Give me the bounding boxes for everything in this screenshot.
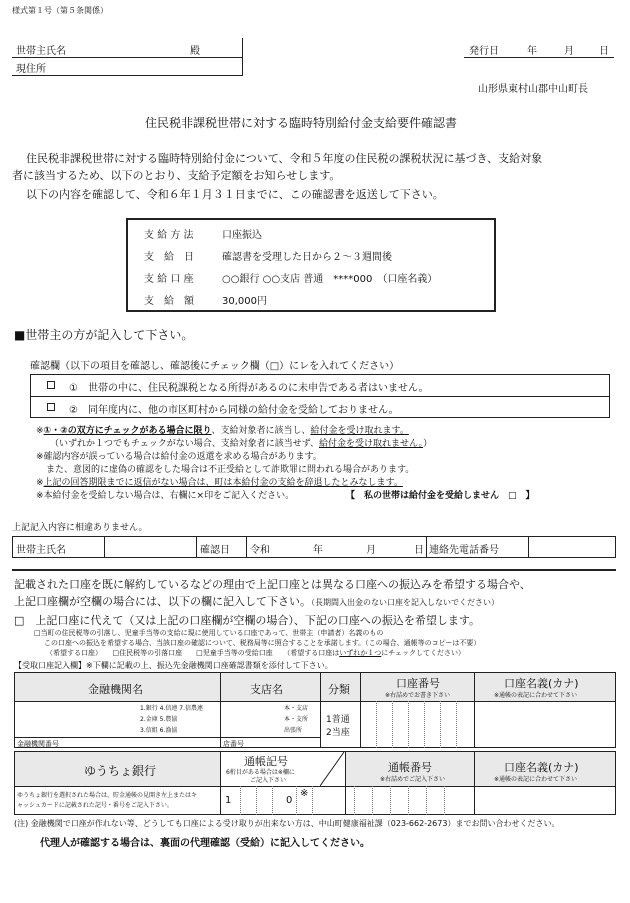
branch-number-label: 店番号 (223, 740, 244, 748)
bank-type-3[interactable]: 3.信組 6.漁協 (140, 727, 178, 734)
yucho-holder-label: 口座名義(カナ) (504, 761, 579, 774)
holder-note: ※通帳の表記に合わせて下さい (494, 692, 578, 699)
payment-amount-label: 支 給 額 (144, 296, 194, 307)
branch-type-1[interactable]: 本・支店 (284, 705, 309, 712)
address-divider (12, 57, 242, 58)
decline-option[interactable]: 【 私の世帯は給付金を受給しません □ 】 (346, 491, 535, 501)
class-current[interactable]: 2当座 (326, 728, 350, 738)
change-p2: 上記口座欄が空欄の場合には、以下の欄に記入して下さい。（長期間入出金のない口座を記入しないでください） (14, 595, 499, 608)
confirm-item-2: ② 同年度内に、他の市区町村から同様の給付金を受給しておりません。 (69, 405, 399, 416)
yucho-kigo-zero: 0 (286, 795, 293, 806)
confirm-checkbox-1[interactable] (47, 381, 55, 389)
confirm-date-day: 日 (414, 545, 424, 556)
account-number-header: 口座番号 (396, 677, 440, 690)
confirm-divider (30, 396, 610, 397)
payment-account-label: 支 給 口 座 (144, 274, 194, 285)
phone-field[interactable] (530, 538, 614, 556)
intro-line1: 住民税非課税世帯に対する臨時特別給付金について、令和５年度の住民税の課税状況に基づき、支給対象 (26, 152, 543, 165)
bank-type-2[interactable]: 2.金庫 5.農協 (140, 716, 178, 723)
change-request[interactable]: □ 上記口座に代えて（又は上記の口座欄が空欄の場合）、下記の口座への振込を希望します。 (14, 614, 481, 627)
note-4: また、意図的に虚偽の確認をした場合は不正受給として詐欺罪に問われる場合があります。 (46, 465, 415, 475)
bank-number-label: 金融機関番号 (17, 740, 59, 748)
note-1: ※①・②の双方にチェックがある場合に限り、支給対象者に該当し、給付金を受け取れます。 (36, 426, 409, 436)
sign-name-label: 世帯主氏名 (16, 545, 66, 556)
payment-date-label: 支 給 日 (144, 252, 194, 263)
issue-day: 日 (599, 46, 609, 57)
note-5: ※上記の回答期限までに返信がない場合は、町は本給付金の支給を辞退したとみなします。 (36, 478, 403, 488)
yucho-kigo-first: 1 (225, 795, 232, 806)
payment-amount-value: 30,000円 (222, 296, 267, 307)
confirm-item-1: ① 世帯の中に、住民税課税となる所得があるのに未申告である者はいません。 (69, 383, 429, 394)
account-instructions: 【受取口座記入欄】※下欄に記載の上、振込先金融機関口座確認書類を添付して下さい。 (14, 661, 333, 670)
section-title: ■世帯主の方が記入して下さい。 (14, 328, 194, 342)
yucho-holder-note: ※通帳の表記に合わせて下さい (494, 776, 578, 783)
address-label: 現住所 (16, 64, 46, 75)
issuer: 山形県東村山郡中山町長 (478, 84, 588, 95)
yucho-desc-2: ャッシュカードに記載された記号・番号をご記入下さい。 (17, 802, 173, 809)
yucho-kigo-note: 6桁目がある場合は※欄に (226, 769, 295, 776)
form-id: 様式第１号（第５条関係） (12, 6, 108, 15)
class-regular[interactable]: 1普通 (326, 715, 350, 725)
section-divider (12, 569, 616, 571)
agent-note: 代理人が確認する場合は、裏面の代理確認（受給）に記入してください。 (40, 838, 370, 849)
yucho-kigo-label: 通帳記号 (244, 755, 288, 768)
payment-method-value: 口座振込 (222, 230, 262, 241)
bank-name-header: 金融機関名 (88, 683, 143, 696)
branch-type-2[interactable]: 本・支所 (284, 716, 309, 723)
affirm-text: 上記記入内容に相違ありません。 (12, 523, 148, 533)
yucho-number-label: 通帳番号 (388, 761, 432, 774)
branch-type-3[interactable]: 出張所 (284, 727, 303, 734)
confirm-date-month: 月 (366, 545, 376, 556)
issue-underline (464, 57, 614, 58)
confirm-date-year: 年 (313, 545, 323, 556)
yucho-name: ゆうちょ銀行 (84, 764, 157, 778)
yucho-diagonal (320, 752, 345, 786)
class-header: 分類 (328, 683, 350, 696)
note-3: ※確認内容が誤っている場合は給付金の返還を求める場合があります。 (36, 452, 322, 462)
account-number-note: ※右詰めでお書き下さい (385, 692, 451, 699)
bank-type-1[interactable]: 1.銀行 4.信連 7.信農連 (140, 705, 203, 712)
payment-account-value: ○○銀行 ○○支店 普通 ****000 （口座名義） (222, 274, 438, 285)
intro-line3: 以下の内容を確認して、令和６年１月３１日までに、この確認書を返送して下さい。 (26, 188, 444, 201)
householder-name-field[interactable] (106, 538, 194, 556)
issue-year: 年 (527, 46, 537, 57)
yucho-number-note: ※右詰めでご記入下さい (380, 776, 446, 783)
note-6: ※本給付金を受給しない場合は、右欄に×印をご記入ください。 (36, 491, 295, 501)
phone-label: 連絡先電話番号 (429, 545, 499, 556)
branch-header: 支店名 (250, 683, 283, 696)
confirm-checkbox-2[interactable] (47, 403, 55, 411)
confirm-date-era: 令和 (250, 545, 270, 556)
honorific: 殿 (190, 46, 200, 57)
intro-line2: 者に該当するため、以下のとおり、支給予定額をお知らせします。 (12, 169, 341, 182)
page-title: 住民税非課税世帯に対する臨時特別給付金支給要件確認書 (145, 116, 458, 130)
change-sub3: （希望する口座） □住民税等の引落口座 □児童手当等の受給口座 （希望する口座はいずれか１つにチェックしてください） (46, 649, 466, 657)
change-sub1[interactable]: □当町の住民税等の引落し、児童手当等の支給に現に使用している口座であって、世帯主（申請者）名義のもの (34, 629, 384, 637)
confirm-heading: 確認欄（以下の項目を確認し、確認後にチェック欄（□）にレを入れてください） (30, 361, 400, 372)
footer-note: (注) 金融機関で口座が作れない等、どうしても口座による受け取りが出来ない方は、中山町健康福祉課（023-662-2673）までお問い合わせください。 (14, 819, 560, 828)
change-p1: 記載された口座を既に解約しているなどの理由で上記口座とは異なる口座への振込みを希望する場合や、 (14, 578, 531, 591)
payment-date-value: 確認書を受理した日から２～３週間後 (222, 252, 392, 263)
householder-label: 世帯主氏名 (16, 46, 66, 57)
issue-date-label: 発行日 (469, 46, 499, 57)
change-sub2: この口座への振込を希望する場合、当該口座の確認について、税務局等に照合することを承諾します。（この場合、通帳等のコピーは不要） (44, 639, 481, 647)
issue-month: 月 (564, 46, 574, 57)
holder-header: 口座名義(カナ) (504, 677, 579, 690)
note-2: （いずれか１つでもチェックがない場合、支給対象者に該当せず、給付金を受け取れません。） (50, 439, 433, 449)
payment-method-label: 支 給 方 法 (144, 230, 194, 241)
confirm-date-label: 確認日 (200, 545, 230, 556)
yucho-kigo-note2: ご記入下さい (250, 777, 287, 784)
yucho-desc-1: ゆうちょ銀行を選択された場合は、貯金通帳の見開き左上またはキ (17, 792, 198, 799)
yucho-mark: ※ (300, 788, 309, 799)
